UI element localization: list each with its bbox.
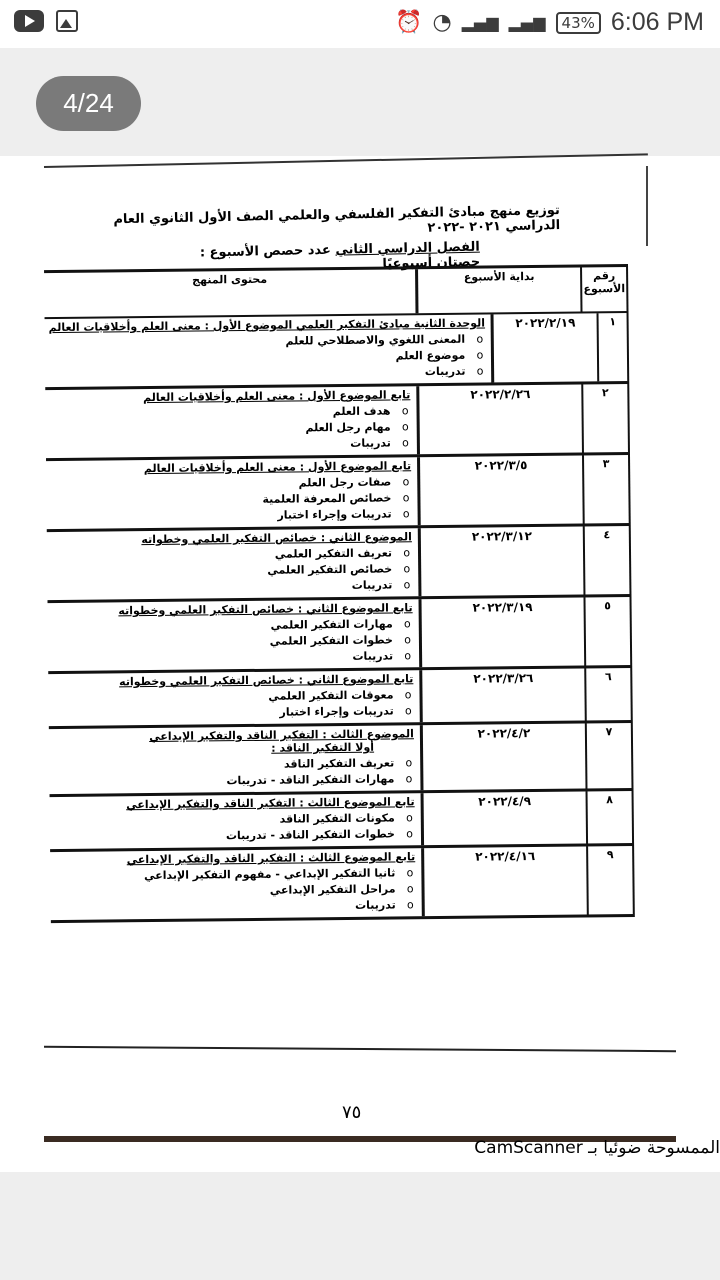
content-cell <box>45 314 492 387</box>
list-item: o تدريبات <box>50 436 411 453</box>
page-bottom-line <box>44 1046 676 1052</box>
list-item: o تدريبات <box>49 364 486 382</box>
list-item: o خطوات التفكير العلمي <box>52 633 413 650</box>
list-item: o مهارات التفكير العلمي <box>52 617 413 634</box>
list-item: o هدف العلم <box>49 404 410 421</box>
youtube-notification-icon <box>14 10 44 32</box>
topic-title: الموضوع الثاني : خصائص التفكير العلمي وخطواته <box>141 530 412 547</box>
content-cell <box>48 599 420 671</box>
topic-items <box>51 546 412 595</box>
week-start-cell: ٢٠٢٢/٤/١٦ <box>421 846 587 916</box>
list-item: o مهام رجل العلم <box>50 420 411 437</box>
signal-icon: ▂▄▆ <box>461 13 499 32</box>
week-number-cell: ٧ <box>585 723 634 788</box>
page-number: ٧٥ <box>342 1102 362 1123</box>
content-cell <box>50 848 422 920</box>
list-item: o تدريبات <box>52 649 413 666</box>
topic-title: تابع الموضوع الثاني : خصائص التفكير العلمي وخطواته <box>119 672 414 689</box>
content-cell <box>49 725 421 794</box>
list-item: o مراحل التفكير الإبداعي <box>54 882 415 899</box>
battery-indicator: 43% <box>556 12 601 34</box>
week-start-cell: ٢٠٢٢/٣/١٩ <box>418 597 584 667</box>
topic-title: الموضوع الثالث : التفكير الناقد والتفكير الإبداعي <box>149 727 414 744</box>
wifi-icon: ◔ <box>432 10 452 35</box>
list-item: o موضوع العلم <box>49 348 486 366</box>
scan-border-top <box>44 153 648 168</box>
list-item: o صفات رجل العلم <box>50 475 411 492</box>
topic-title: تابع الموضوع الأول : معنى العلم وأخلاقيات العالم <box>143 459 412 476</box>
topic-items <box>54 866 415 915</box>
list-item: o تدريبات <box>51 578 412 595</box>
document-page[interactable] <box>0 156 720 1172</box>
header-content: محتوى المنهج <box>192 272 268 287</box>
table-body <box>45 313 635 923</box>
week-number-cell: ٢ <box>581 384 630 452</box>
table-row <box>46 455 631 532</box>
topic-items <box>53 756 414 789</box>
table-row <box>48 597 633 674</box>
topic-items <box>52 688 413 721</box>
topic-items <box>49 404 410 453</box>
table-row <box>45 313 630 390</box>
image-notification-icon <box>56 10 78 32</box>
week-number-cell: ٦ <box>584 668 633 720</box>
term-label: الفصل الدراسي الثاني <box>335 239 480 258</box>
week-start-cell: ٢٠٢٢/٣/٥ <box>417 455 583 525</box>
list-item: o مكونات التفكير الناقد <box>54 811 415 828</box>
list-item: o تعريف التفكير الناقد <box>53 756 414 773</box>
week-number-cell: ١ <box>597 313 630 381</box>
header-week-start: بداية الأسبوع <box>415 268 580 314</box>
topic-items <box>50 475 411 524</box>
week-start-cell: ٢٠٢٢/٤/٢ <box>420 723 586 790</box>
topic-title: تابع الموضوع الثاني : خصائص التفكير العلمي وخطواته <box>118 601 413 618</box>
table-row <box>47 526 632 603</box>
document-title: توزيع منهج مبادئ التفكير الفلسفي والعلمي الصف الأول الثانوي العام الدراسي ٢٠٢١ -٢٠٢٢ <box>113 202 561 236</box>
list-item: o المعنى اللغوي والاصطلاحي للعلم <box>49 333 486 351</box>
topic-title: تابع الموضوع الأول : معنى العلم وأخلاقيات العالم <box>143 388 411 405</box>
topic-title: الوحدة الثانية مبادئ التفكير العلمي الموضوع الأول : معنى العلم وأخلاقيات العالم <box>48 316 486 335</box>
topic-title: تابع الموضوع الثالث : التفكير الناقد والتفكير الإبداعي <box>126 850 416 867</box>
scan-border-right <box>646 166 648 246</box>
table-row <box>48 668 633 729</box>
clock: 6:06 PM <box>610 8 704 36</box>
table-row <box>50 846 635 923</box>
table-row <box>49 723 634 797</box>
table-row <box>50 791 635 852</box>
week-start-cell: ٢٠٢٢/٢/٢٦ <box>416 384 582 454</box>
alarm-icon: ⏰ <box>395 10 423 35</box>
signal-icon-2: ▂▄▆ <box>508 13 546 32</box>
status-bar <box>0 0 720 48</box>
week-number-cell: ٣ <box>582 455 631 523</box>
week-start-cell: ٢٠٢٢/٣/١٢ <box>418 526 584 596</box>
list-item: o تعريف التفكير العلمي <box>51 546 412 563</box>
week-start-cell: ٢٠٢٢/٢/١٩ <box>491 313 597 382</box>
topic-items <box>49 333 486 383</box>
table-row <box>45 384 630 461</box>
week-number-cell: ٨ <box>586 791 635 843</box>
content-cell <box>48 670 420 726</box>
list-item: o مهارات التفكير الناقد - تدريبات <box>53 772 414 789</box>
topic-subtitle: أولا التفكير الناقد : <box>271 740 375 755</box>
content-cell <box>45 386 417 458</box>
list-item: o خصائص التفكير العلمي <box>51 562 412 579</box>
week-number-cell: ٤ <box>583 526 632 594</box>
camscanner-watermark: الممسوحة ضوئيا بـ CamScanner <box>474 1138 720 1158</box>
weekly-sessions-label: عدد حصص الأسبوع : حصتان أسبوعيًا <box>199 242 481 272</box>
topic-items <box>54 811 415 844</box>
header-week-number: رقم الأسبوع <box>580 267 628 312</box>
content-cell <box>47 528 419 600</box>
list-item: o تدريبات وإجراء اختبار <box>53 704 414 721</box>
topic-items <box>52 617 413 666</box>
list-item: o خصائص المعرفة العلمية <box>50 491 411 508</box>
list-item: o خطوات التفكير الناقد - تدريبات <box>54 827 415 844</box>
list-item: o تدريبات وإجراء اختبار <box>51 507 412 524</box>
topic-title: تابع الموضوع الثالث : التفكير الناقد والتفكير الإبداعي <box>126 795 415 812</box>
content-cell <box>50 793 422 849</box>
syllabus-table <box>44 264 635 923</box>
week-start-cell: ٢٠٢٢/٤/٩ <box>421 791 587 845</box>
week-start-cell: ٢٠٢٢/٣/٢٦ <box>419 668 585 722</box>
list-item: o ثانيا التفكير الإبداعي - مفهوم التفكير الإبداعي <box>54 866 415 883</box>
content-cell <box>46 457 418 529</box>
table-header <box>44 264 628 319</box>
week-number-cell: ٩ <box>586 846 635 914</box>
page-indicator: 4/24 <box>36 76 141 131</box>
week-number-cell: ٥ <box>583 597 632 665</box>
list-item: o تدريبات <box>55 898 416 915</box>
list-item: o معوقات التفكير العلمي <box>52 688 413 705</box>
